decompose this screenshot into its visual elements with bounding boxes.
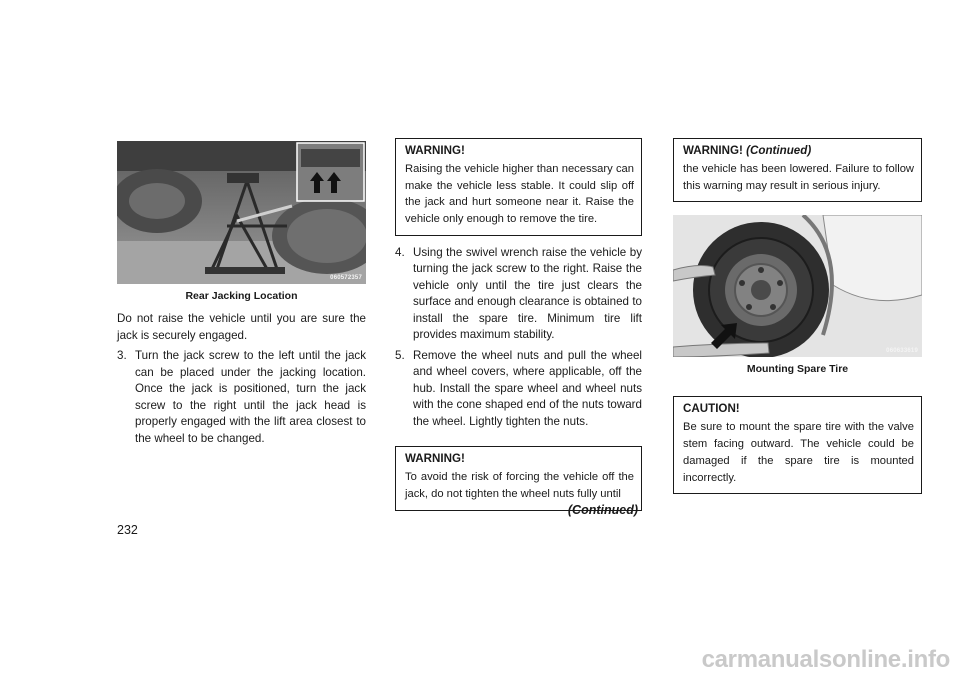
intro-paragraph: Do not raise the vehicle until you are sure the jack is securely engaged. bbox=[117, 312, 366, 342]
step-number: 5. bbox=[395, 348, 405, 362]
warning-title: WARNING! bbox=[405, 452, 465, 466]
warning-text: the vehicle has been lowered. Failure to follow this warning may result in serious injury. bbox=[683, 163, 914, 192]
figure-code: 060633619 bbox=[886, 348, 918, 355]
step-number: 3. bbox=[117, 349, 127, 362]
step-number: 4. bbox=[395, 245, 405, 259]
warning-box-continued bbox=[673, 138, 922, 202]
column-left bbox=[117, 141, 366, 447]
page-number: 232 bbox=[117, 523, 138, 537]
warning-box-raise bbox=[395, 138, 642, 236]
figure-code: 060572357 bbox=[330, 275, 362, 281]
warning-text: To avoid the risk of forcing the vehicle off the jack, do not tighten the wheel nuts fully until bbox=[405, 471, 634, 501]
continued-label: (Continued) bbox=[567, 503, 638, 517]
caution-text: Be sure to mount the spare tire with the valve stem facing outward. The vehicle could be damaged if the spare tire is mounted incorrectly. bbox=[683, 421, 914, 484]
figure-caption: Mounting Spare Tire bbox=[746, 363, 849, 376]
warning-title: WARNING! bbox=[405, 144, 465, 157]
mounting-spare-figure bbox=[673, 215, 922, 357]
warning-title bbox=[683, 143, 914, 158]
column-middle bbox=[395, 141, 642, 511]
caution-title: CAUTION! bbox=[683, 402, 740, 416]
step-5 bbox=[395, 348, 642, 431]
step-3 bbox=[117, 348, 366, 447]
rear-jacking-figure bbox=[117, 141, 366, 284]
watermark: carmanualsonline.info bbox=[701, 646, 950, 673]
warning-title-suffix: (Continued) bbox=[746, 144, 812, 157]
rear-jacking-illustration bbox=[117, 141, 366, 284]
step-text: Turn the jack screw to the left until the jack can be placed under the jacking location. Once the jack is positioned, turn the jack screw to the right until the jack head is properly engaged with the lift area closest to the wheel to be changed. bbox=[135, 349, 366, 445]
warning-box-tighten bbox=[395, 446, 642, 510]
step-text: Remove the wheel nuts and pull the wheel and wheel covers, where applicable, off the hub. Install the spare wheel and wheel nuts with the cone shaped end of the nuts toward the wheel. Lightly tighten the nuts. bbox=[413, 348, 642, 428]
spare-tire-illustration bbox=[673, 215, 922, 357]
column-right bbox=[673, 141, 922, 494]
figure-caption: Rear Jacking Location bbox=[185, 290, 298, 302]
step-4 bbox=[395, 245, 642, 344]
warning-title-text: WARNING! bbox=[683, 144, 743, 157]
step-text: Using the swivel wrench raise the vehicle by turning the jack screw to the right. Raise the vehicle only until the tire just clears the surface and enough clearance is obtained to install the spare tire. Minimum tire lift provides maximum stability. bbox=[413, 245, 642, 342]
warning-text: Raising the vehicle higher than necessary can make the vehicle less stable. It could slip off the jack and hurt someone near it. Raise the vehicle only enough to remove the tire. bbox=[405, 163, 634, 226]
caution-box bbox=[673, 396, 922, 494]
